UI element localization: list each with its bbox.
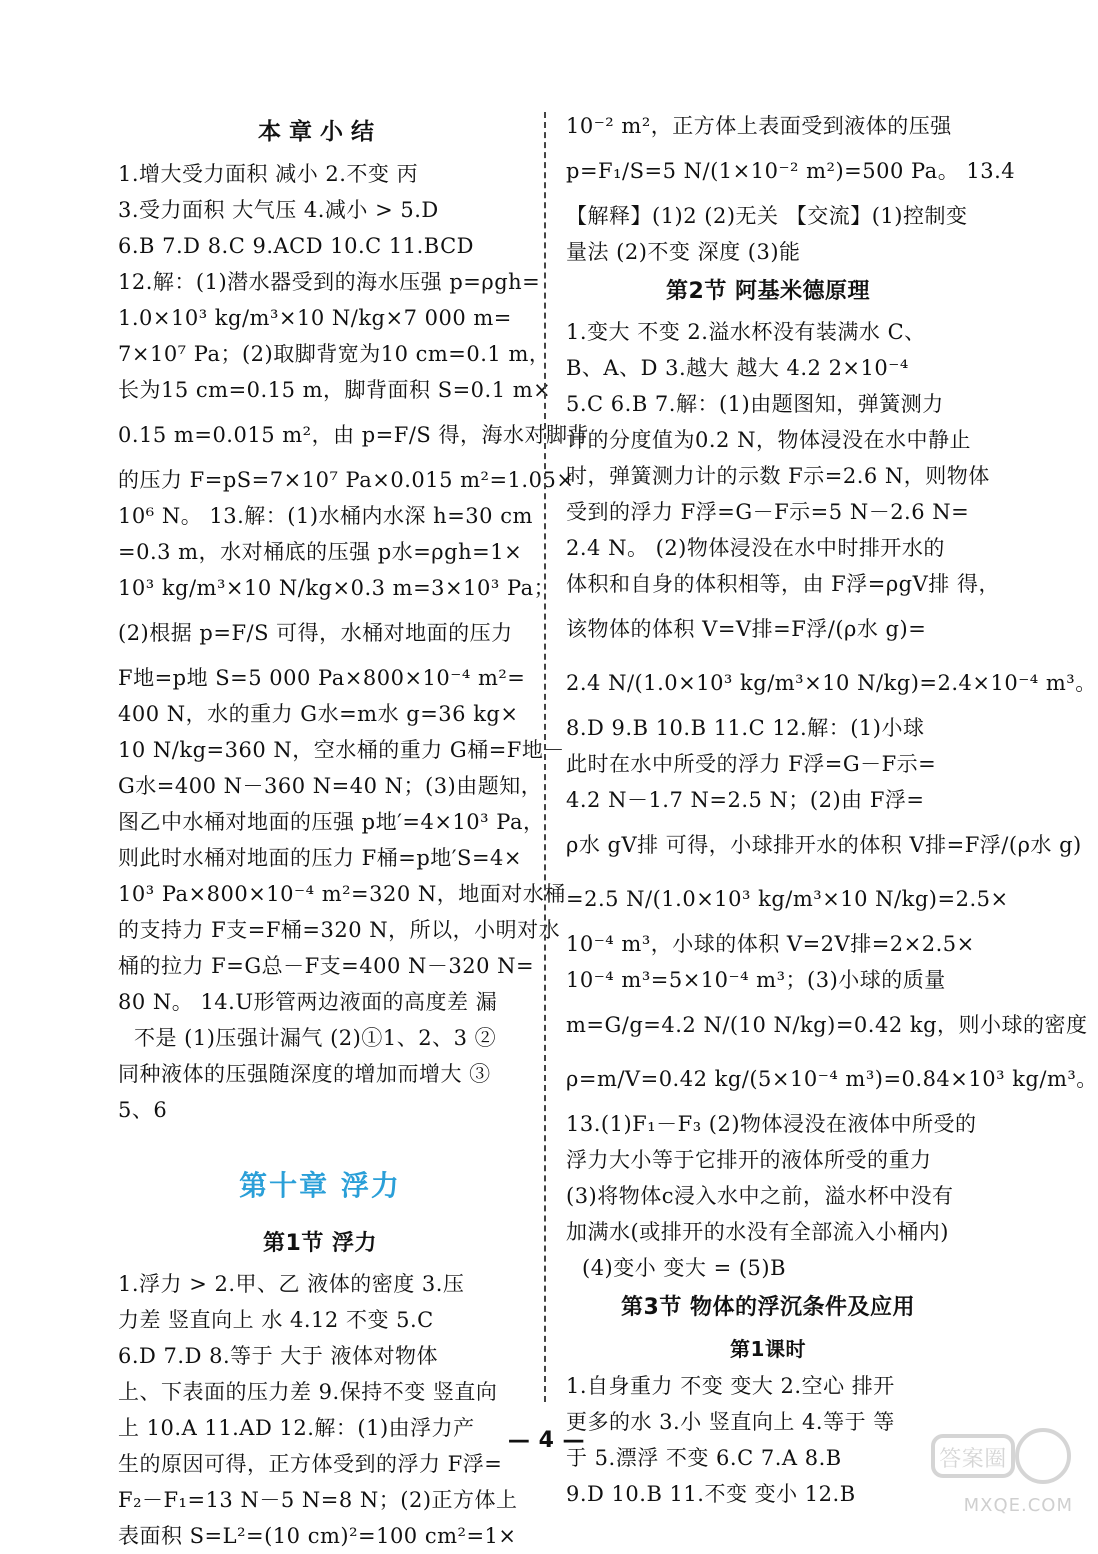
answer-line: 4.2 N－1.7 N=2.5 N；(2)由 F浮=: [566, 788, 925, 812]
answer-line: B、A、D 3.越大 越大 4.2 2×10⁻⁴: [566, 356, 909, 380]
answer-line: 不是 (1)压强计漏气 (2)①1、2、3 ②: [134, 1026, 497, 1050]
answer-line: F地=p地 S=5 000 Pa×800×10⁻⁴ m²=: [118, 666, 526, 690]
answer-line: 10⁻⁴ m³=5×10⁻⁴ m³；(3)小球的质量: [566, 968, 946, 992]
answer-line: 于 5.漂浮 不变 6.C 7.A 8.B: [566, 1446, 842, 1470]
answer-line: =0.3 m，水对桶底的压强 p水=ρgh=1×: [118, 540, 523, 564]
lesson-heading: 第1课时: [730, 1337, 806, 1361]
answer-line: =2.5 N/(1.0×10³ kg/m³×10 N/kg)=2.5×: [566, 887, 1009, 911]
column-divider: [544, 112, 546, 1402]
answer-line: 此时在水中所受的浮力 F浮=G－F示=: [566, 752, 937, 776]
answer-line: 3.受力面积 大气压 4.减小 > 5.D: [118, 198, 439, 222]
answer-line: 6.B 7.D 8.C 9.ACD 10.C 11.BCD: [118, 234, 475, 258]
answer-line: 10⁶ N。 13.解：(1)水桶内水深 h=30 cm: [118, 504, 533, 528]
answer-line: 7×10⁷ Pa；(2)取脚背宽为10 cm=0.1 m，: [118, 342, 551, 366]
answer-line: 2.4 N/(1.0×10³ kg/m³×10 N/kg)=2.4×10⁻⁴ m³。: [566, 671, 1097, 695]
answer-line: 400 N，水的重力 G水=m水 g=36 kg×: [118, 702, 519, 726]
answer-line: 加满水(或排开的水没有全部流入小桶内): [566, 1220, 949, 1244]
answer-line: 10³ kg/m³×10 N/kg×0.3 m=3×10³ Pa；: [118, 576, 556, 600]
answer-line: 12.解：(1)潜水器受到的海水压强 p=ρgh=: [118, 270, 541, 294]
section-heading: 第2节 阿基米德原理: [666, 279, 870, 304]
answer-line: ρ水 gV排 可得，小球排开水的体积 V排=F浮/(ρ水 g): [566, 833, 1082, 857]
answer-line: 10 N/kg=360 N，空水桶的重力 G桶=F地－: [118, 738, 565, 762]
chapter-title: 第十章 浮力: [239, 1169, 401, 1202]
svg-text:答案圈: 答案圈: [939, 1447, 1007, 1472]
answer-line: 2.4 N。 (2)物体浸没在水中时排开水的: [566, 536, 945, 560]
answer-line: 的支持力 F支=F桶=320 N，所以，小明对水: [118, 918, 561, 942]
answer-line: 10³ Pa×800×10⁻⁴ m²=320 N，地面对水桶: [118, 882, 566, 906]
answer-line: (4)变小 变大 = (5)B: [582, 1256, 787, 1280]
answer-line: 1.增大受力面积 减小 2.不变 丙: [118, 162, 419, 186]
answer-line: 力差 竖直向上 水 4.12 不变 5.C: [118, 1308, 434, 1332]
answer-line: 9.D 10.B 11.不变 变小 12.B: [566, 1482, 856, 1506]
answer-line: 80 N。 14.U形管两边液面的高度差 漏: [118, 990, 498, 1014]
answer-line: G水=400 N－360 N=40 N；(3)由题知，: [118, 774, 543, 798]
answer-line: 上 10.A 11.AD 12.解：(1)由浮力产: [118, 1416, 475, 1440]
answer-line: 浮力大小等于它排开的液体所受的重力: [566, 1148, 932, 1172]
watermark-text: MXQE.COM: [963, 1495, 1073, 1516]
answer-line: (3)将物体c浸入水中之前，溢水杯中没有: [566, 1184, 954, 1208]
answer-line: 时，弹簧测力计的示数 F示=2.6 N，则物体: [566, 464, 990, 488]
answer-line: m=G/g=4.2 N/(10 N/kg)=0.42 kg，则小球的密度: [566, 1013, 1088, 1037]
answer-line: 图乙中水桶对地面的压强 p地′=4×10³ Pa，: [118, 810, 545, 834]
answer-line: 该物体的体积 V=V排=F浮/(ρ水 g)=: [566, 617, 927, 641]
answer-line: ρ=m/V=0.42 kg/(5×10⁻⁴ m³)=0.84×10³ kg/m³。: [566, 1067, 1098, 1091]
answer-line: 受到的浮力 F浮=G－F示=5 N－2.6 N=: [566, 500, 970, 524]
answer-line: 13.(1)F₁－F₃ (2)物体浸没在液体中所受的: [566, 1112, 977, 1136]
answer-line: 0.15 m=0.015 m²，由 p=F/S 得，海水对脚背: [118, 423, 589, 447]
answer-line: 6.D 7.D 8.等于 大于 液体对物体: [118, 1344, 438, 1368]
answer-line: 的压力 F=pS=7×10⁷ Pa×0.015 m²=1.05×: [118, 468, 575, 492]
summary-heading: 本章小结: [258, 119, 382, 145]
answer-line: 同种液体的压强随深度的增加而增大 ③: [118, 1062, 491, 1086]
answer-line: 8.D 9.B 10.B 11.C 12.解：(1)小球: [566, 716, 925, 740]
section-heading: 第1节 浮力: [263, 1231, 377, 1256]
answer-line: 【解释】(1)2 (2)无关 【交流】(1)控制变: [566, 204, 968, 228]
answer-line: p=F₁/S=5 N/(1×10⁻² m²)=500 Pa。 13.4: [566, 159, 1016, 183]
answer-line: 长为15 cm=0.15 m，脚背面积 S=0.1 m×: [118, 378, 552, 402]
answer-line: 1.浮力 > 2.甲、乙 液体的密度 3.压: [118, 1272, 465, 1296]
answer-line: 量法 (2)不变 深度 (3)能: [566, 240, 801, 264]
watermark-logo: [923, 1426, 1073, 1516]
answer-line: F₂－F₁=13 N－5 N=8 N；(2)正方体上: [118, 1488, 518, 1512]
watermark-icon: [923, 1426, 1073, 1490]
answer-line: 体积和自身的体积相等，由 F浮=ρgV排 得，: [566, 572, 1000, 596]
answer-line: 桶的拉力 F=G总－F支=400 N－320 N=: [118, 954, 535, 978]
answer-line: 5.C 6.B 7.解：(1)由题图知，弹簧测力: [566, 392, 944, 416]
answer-line: 10⁻⁴ m³，小球的体积 V=2V排=2×2.5×: [566, 932, 975, 956]
answer-line: 表面积 S=L²=(10 cm)²=100 cm²=1×: [118, 1524, 517, 1548]
left-column: [118, 108, 589, 1554]
page-number: — 4 —: [507, 1428, 586, 1453]
answer-line: 10⁻² m²，正方体上表面受到液体的压强: [566, 114, 952, 138]
answer-line: 更多的水 3.小 竖直向上 4.等于 等: [566, 1410, 895, 1434]
answer-line: 5、6: [118, 1098, 168, 1122]
answer-line: 1.自身重力 不变 变大 2.空心 排开: [566, 1374, 895, 1398]
section-heading: 第3节 物体的浮沉条件及应用: [621, 1295, 915, 1320]
answer-line: 1.0×10³ kg/m³×10 N/kg×7 000 m=: [118, 306, 512, 330]
answer-line: 上、下表面的压力差 9.保持不变 竖直向: [118, 1380, 498, 1404]
answer-line: 则此时水桶对地面的压力 F桶=p地′S=4×: [118, 846, 522, 870]
answer-line: 1.变大 不变 2.溢水杯没有装满水 C、: [566, 320, 926, 344]
answer-line: (2)根据 p=F/S 可得，水桶对地面的压力: [118, 621, 513, 645]
answer-line: 生的原因可得，正方体受到的浮力 F浮=: [118, 1452, 503, 1476]
answer-line: 计的分度值为0.2 N，物体浸没在水中静止: [566, 428, 971, 452]
